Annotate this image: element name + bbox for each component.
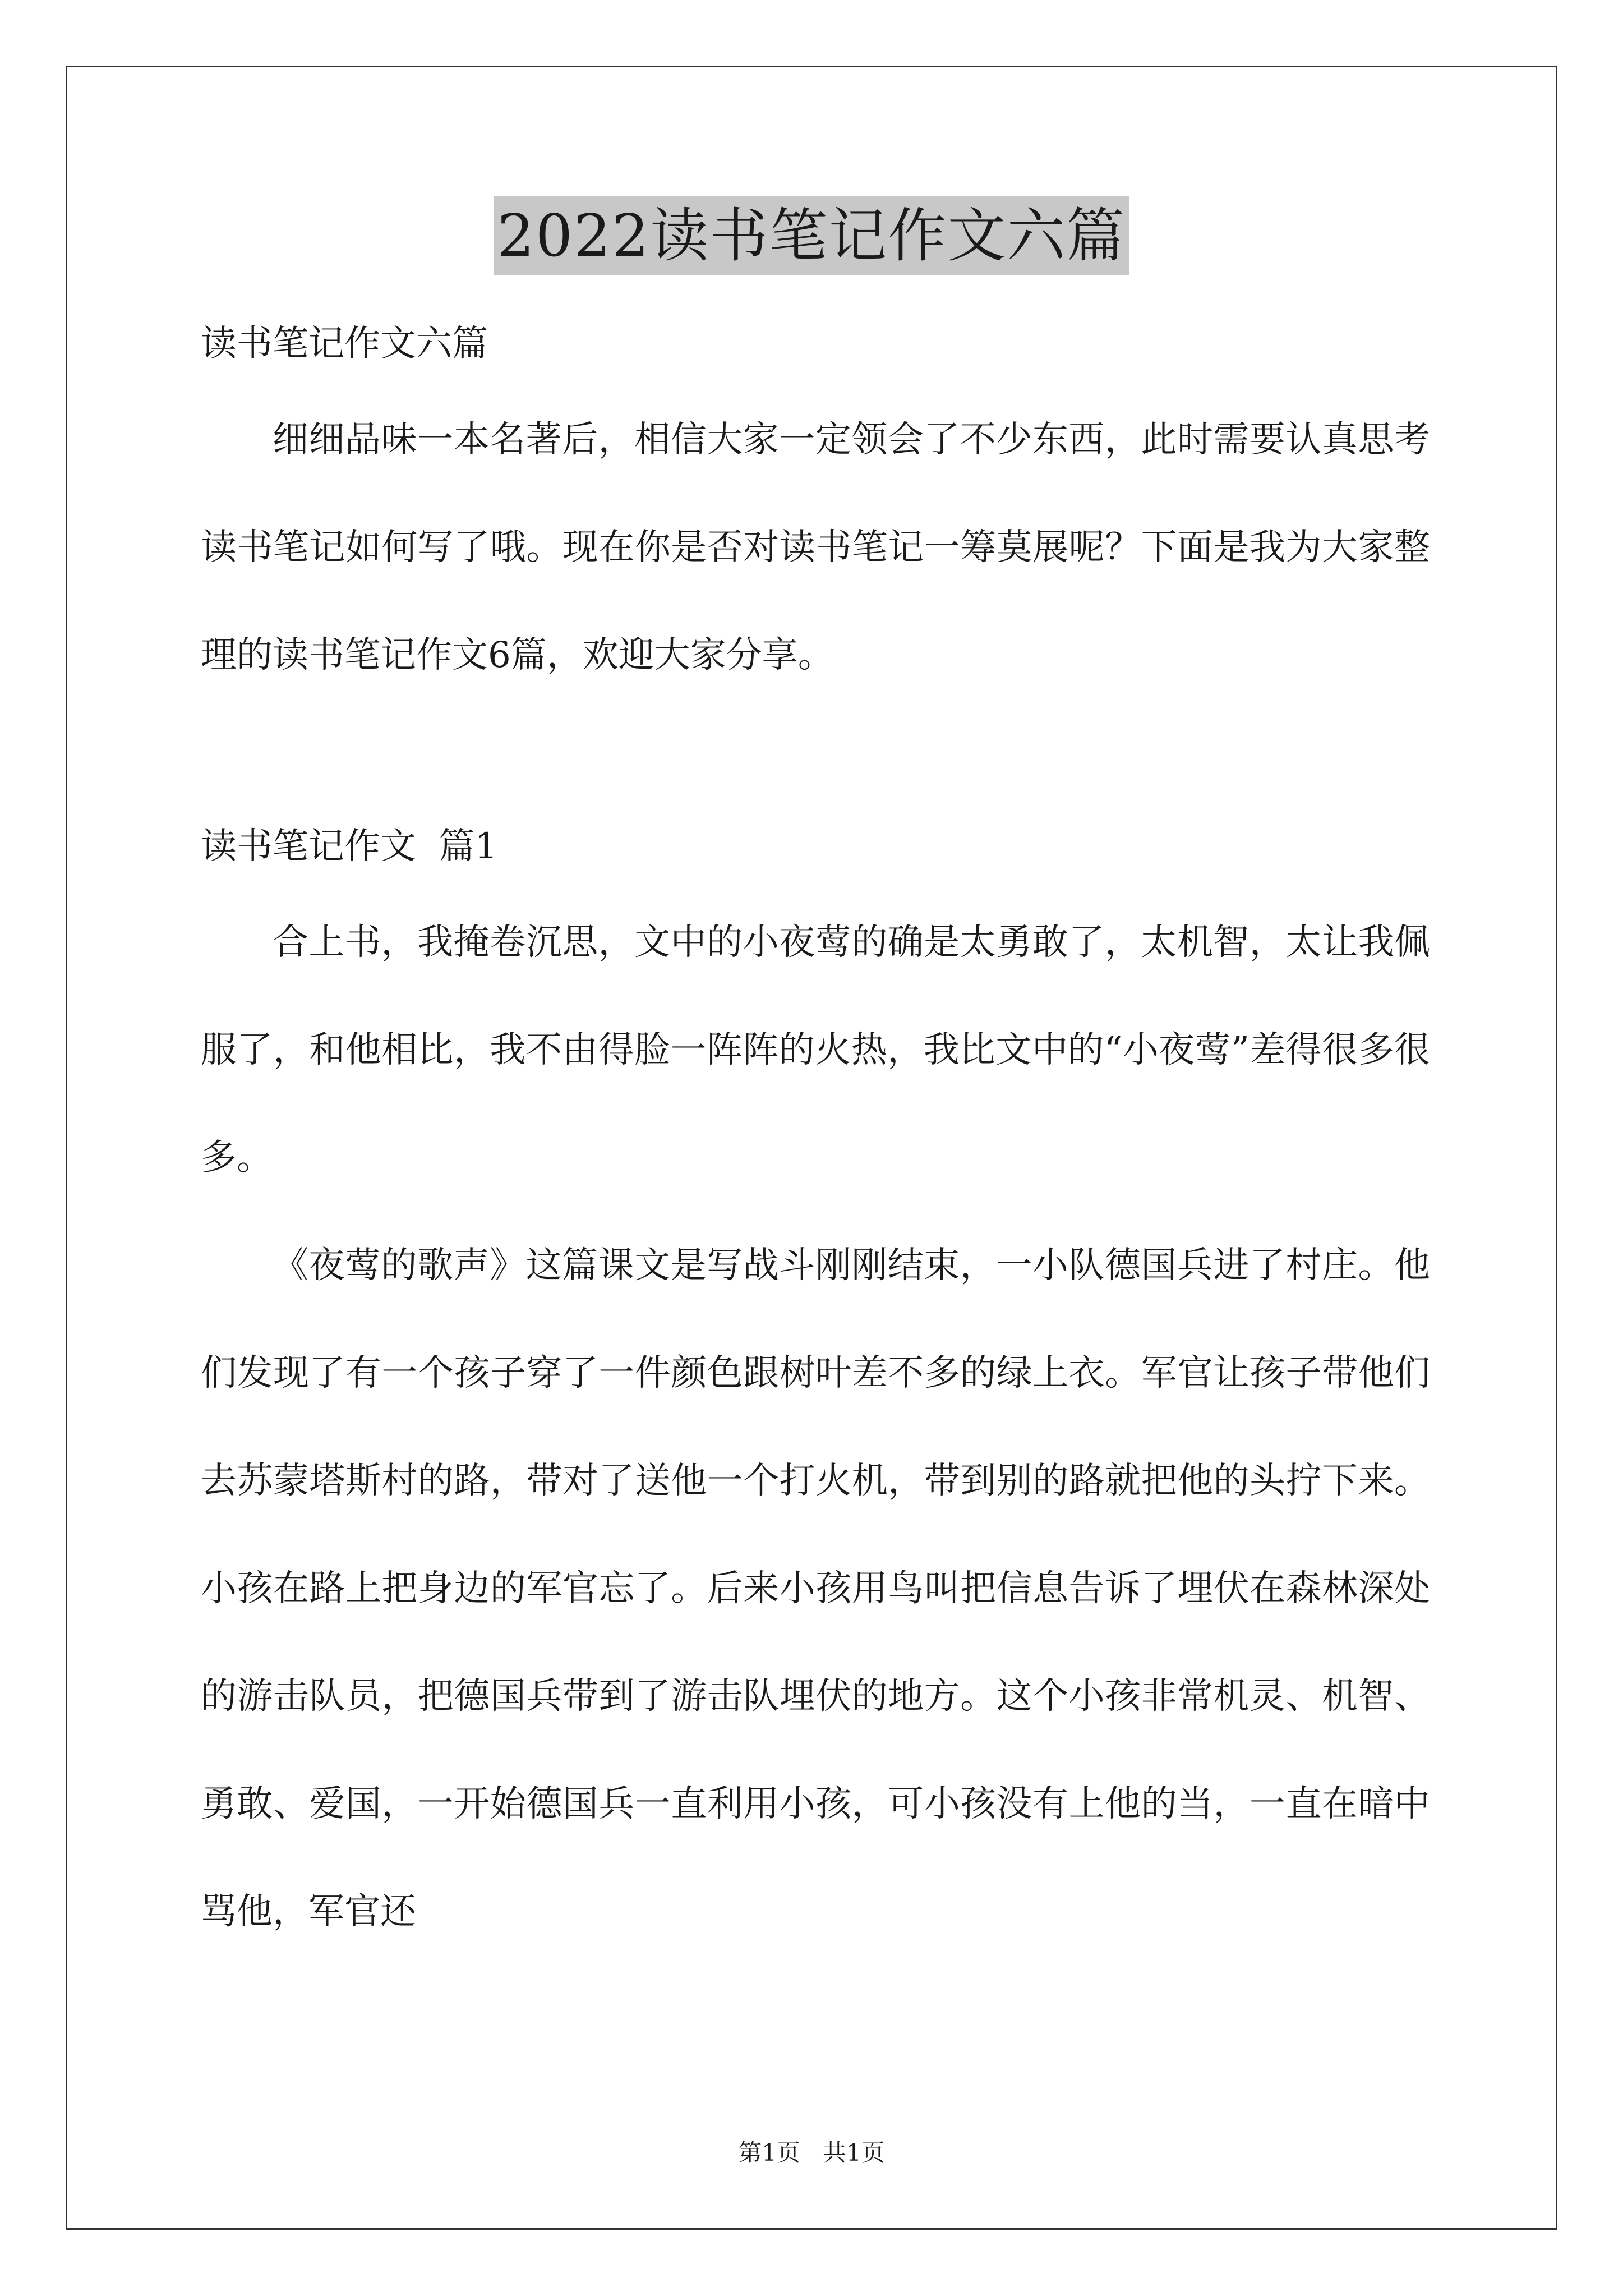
section-gap [201,709,1430,804]
section-heading: 读书笔记作文 篇1 [201,826,498,867]
document-subtitle: 读书笔记作文六篇 [201,323,488,365]
body-paragraph: 合上书，我掩卷沉思，文中的小夜莺的确是太勇敢了，太机智，太让我佩服了，和他相比，我不由得脸一阵阵的火热，我比文中的“小夜莺”差得很多很多。 [201,922,1430,1179]
document-body [201,302,1430,1966]
title-container [0,196,1623,275]
document-title: 2022读书笔记作文六篇 [494,196,1129,275]
body-paragraph: 《夜莺的歌声》这篇课文是写战斗刚刚结束，一小队德国兵进了村庄。他们发现了有一个孩子穿了一件颜色跟树叶差不多的绿上衣。军官让孩子带他们去苏蒙塔斯村的路，带对了送他一个打火机，带到别的路就把他的头拧下来。小孩在路上把身边的军官忘了。后来小孩用鸟叫把信息告诉了埋伏在森林深处的游击队员，把德国兵带到了游击队埋伏的地方。这个小孩非常机灵、机智、勇敢、爱国，一开始德国兵一直利用小孩，可小孩没有上他的当，一直在暗中骂他，军官还 [201,1245,1430,1932]
page-footer: 第1页 共1页 [738,2139,885,2166]
intro-paragraph: 细细品味一本名著后，相信大家一定领会了不少东西，此时需要认真思考读书笔记如何写了哦。现在你是否对读书笔记一筹莫展呢？下面是我为大家整理的读书笔记作文6篇，欢迎大家分享。 [201,419,1430,676]
